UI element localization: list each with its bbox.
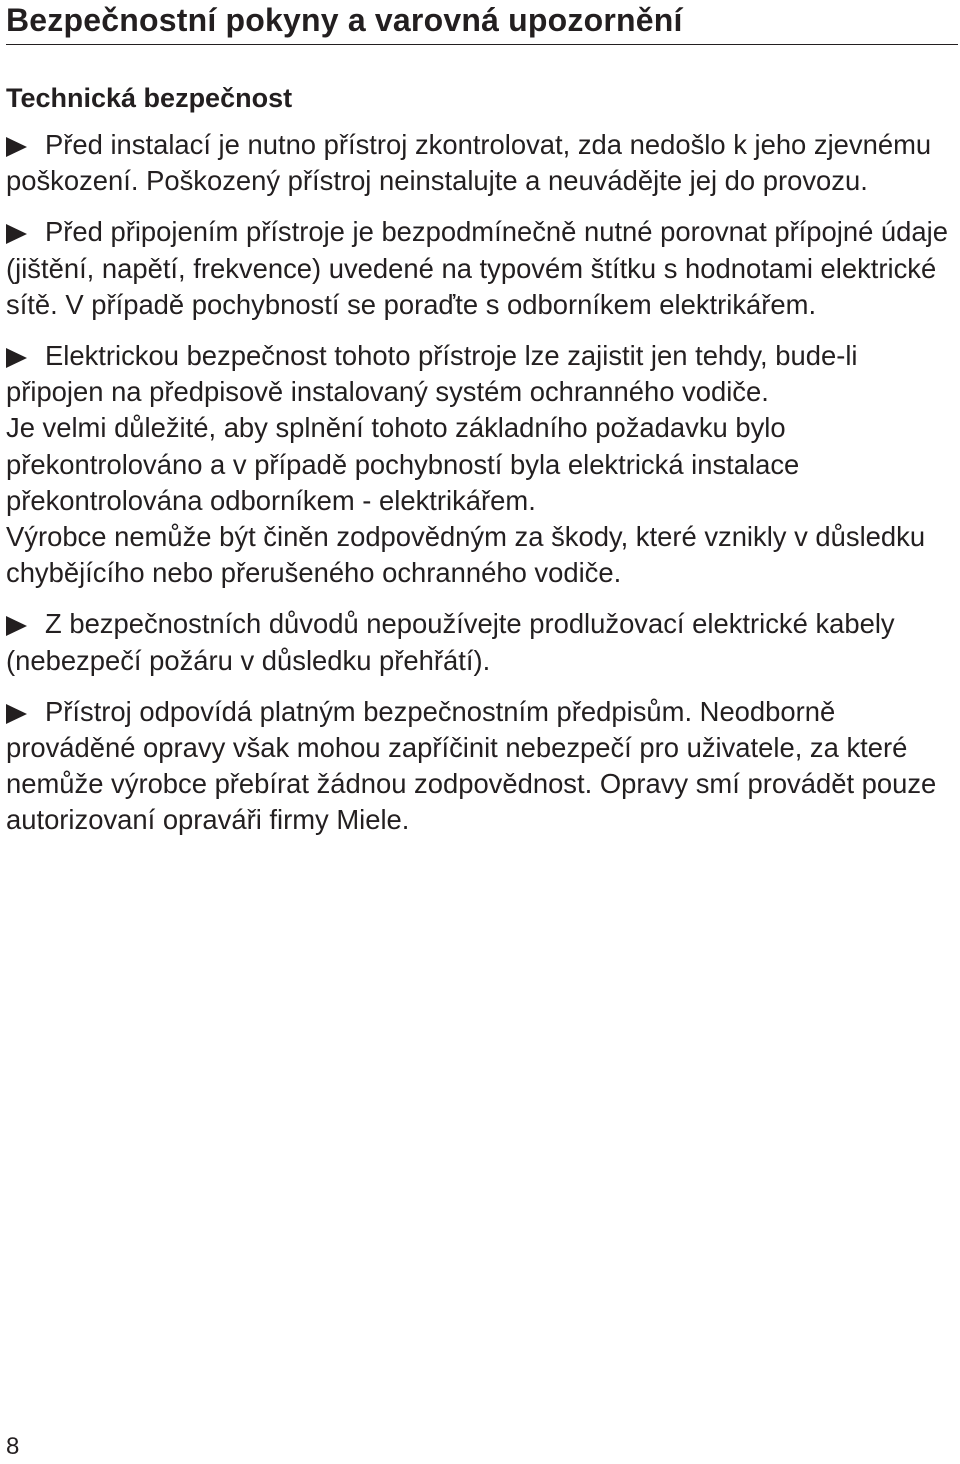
title-divider (6, 44, 958, 45)
triangle-arrow-right-icon (6, 224, 27, 244)
list-item-text: Z bezpečnostních důvodů nepoužívejte prodlužovací elektrické kabely (nebezpečí požáru v důsledku přehřátí). (6, 608, 895, 676)
list-item (6, 606, 956, 678)
list-item-paragraph: Je velmi důležité, aby splnění tohoto základního požadavku bylo překontrolováno a v případě pochybností byla elektrická instalace překontrolována odborníkem - elektrikářem. (6, 412, 800, 516)
triangle-arrow-right-icon (6, 704, 27, 724)
list-item (6, 214, 956, 323)
instruction-list (6, 127, 956, 854)
list-item (6, 694, 956, 839)
triangle-arrow-right-icon (6, 616, 27, 636)
section-heading: Technická bezpečnost (6, 83, 293, 113)
triangle-arrow-right-icon (6, 348, 27, 368)
list-item-text: Před připojením přístroje je bezpodmínečně nutné porovnat přípojné údaje (jištění, napětí, frekvence) uvedené na typovém štítku s hodnotami elektrické sítě. V případě pochybností se poraďte s odborníkem elektrikářem. (6, 216, 948, 320)
list-item-text: Elektrickou bezpečnost tohoto přístroje lze zajistit jen tehdy, bude-li připojen na předpisově instalovaný systém ochranného vodiče. (6, 340, 858, 408)
triangle-arrow-right-icon (6, 137, 27, 157)
list-item (6, 338, 956, 591)
page-title: Bezpečnostní pokyny a varovná upozornění (6, 2, 683, 38)
list-item-paragraph: Výrobce nemůže být činěn zodpovědným za škody, které vznikly v důsledku chybějícího nebo přerušeného ochranného vodiče. (6, 521, 926, 589)
list-item-text: Přístroj odpovídá platným bezpečnostním předpisům. Neodborně prováděné opravy však mohou zapříčinit nebezpečí pro uživatele, za které nemůže výrobce přebírat žádnou zodpovědnost. Opravy smí provádět pouze autorizovaní opraváři firmy Miele. (6, 695, 937, 836)
list-item (6, 127, 956, 199)
list-item-text: Před instalací je nutno přístroj zkontrolovat, zda nedošlo k jeho zjevnému poškození. Poškozený přístroj neinstalujte a neuvádějte jej do provozu. (6, 129, 932, 197)
page-number: 8 (6, 1433, 20, 1460)
